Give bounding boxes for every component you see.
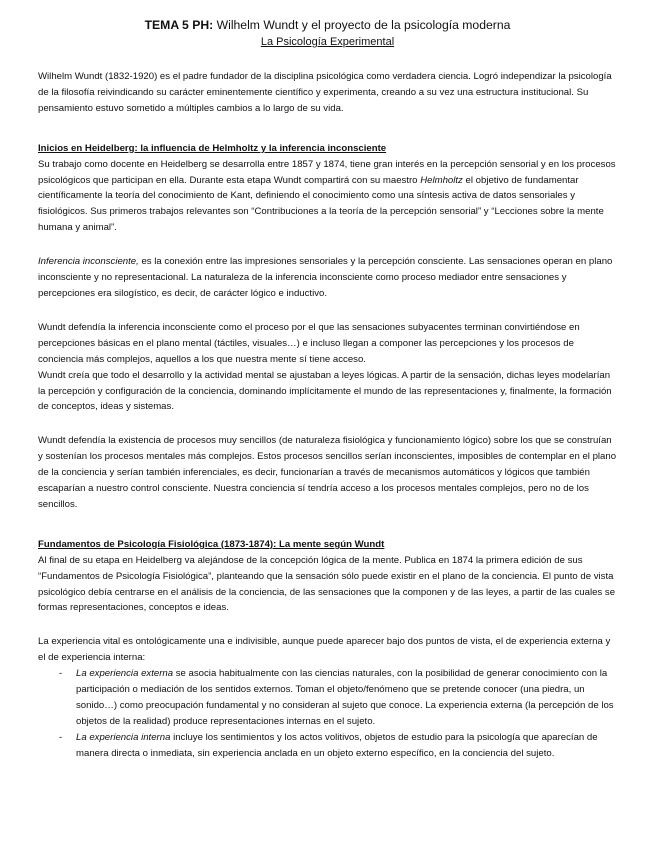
emphasis-helmholtz: Helmholtz (420, 174, 463, 186)
paragraph-experiencia-vital: La experiencia vital es ontológicamente una e indivisible, aunque puede aparecer bajo dos puntos de vista, el de experiencia externa y el de experiencia interna: (38, 636, 611, 664)
section-heading-heidelberg: Inicios en Heidelberg: la influencia de Helmholtz y la inferencia inconsciente (38, 142, 387, 154)
title-bold: TEMA 5 PH: (144, 18, 214, 32)
paragraph-procesos-sencillos: Wundt defendía la existencia de procesos muy sencillos (de naturaleza fisiológica y funcionamiento lógico) sobre los que se construían y sostenían los procesos mentales más complejos. Estos procesos sencillos serían inconscientes, imposibles de contemplar en el plano de la conciencia y serían también inferenciales, es decir, funcionarían a través de mecanismos automáticos y lógicos que también escaparían a nuestro control consciente. Nuestra conciencia sí tendría acceso a los procesos mentales complejos, pero no de los sencillos. (38, 435, 617, 510)
paragraph-inferencia (38, 254, 617, 302)
paragraph-inferencia-proceso: Wundt defendía la inferencia inconsciente como el proceso por el que las sensaciones subyacentes terminan convirtiéndose en percepciones básicas en el plano mental (táctiles, visuales…) e incluso llegan a componer las percepciones y los procesos de conciencia más complejos, aquellos a los que nuestra mente sí tiene acceso. (38, 321, 580, 365)
page-title (38, 16, 617, 34)
title-rest: Wilhelm Wundt y el proyecto de la psicología moderna (213, 18, 511, 32)
experience-list (38, 666, 617, 761)
list-item (76, 666, 617, 730)
page-subtitle: La Psicología Experimental (260, 36, 395, 48)
intro-paragraph: Wilhelm Wundt (1832-1920) es el padre fundador de la disciplina psicológica como verdadera ciencia. Logró independizar la psicología de la filosofía reivindicando su carácter eminentemente científico y experimenta, creando a su vez una estructura institucional. Su pensamiento estuvo sometido a múltiples cambios a lo largo de su vida. (38, 71, 612, 114)
term-inferencia-inconsciente: Inferencia inconsciente, (38, 256, 139, 268)
paragraph-text: el objetivo de fundamentar científicamente la teoría del conocimiento de Kant, definiendo el conocimiento como una síntesis activa de datos sensoriales y fisiológicos. Sus primeros trabajos relevantes son “Contribuciones a la teoría de la percepción sensorial” y “Lecciones sobre la mente humana y animal”. (38, 174, 604, 234)
paragraph-heidelberg-1 (38, 157, 617, 237)
paragraph-text: Su trabajo como docente en Heidelberg se desarrolla entre 1857 y 1874, tiene gran interés en la percepción sensorial y en los procesos psicológicos que participan en ella. Durante esta etapa Wundt compartirá con su maestro (38, 158, 616, 186)
paragraph-fundamentos: Al final de su etapa en Heidelberg va alejándose de la concepción lógica de la mente. Publica en 1874 la primera edición de sus “Fundamentos de Psicología Fisiológica”, planteando que la sensación sólo puede existir en el plano de la conciencia. El punto de vista psicológico debía centrarse en el análisis de la conciencia, de las sensaciones que la componen y de las leyes, a partir de las cuales se formas representaciones, conceptos e ideas. (38, 554, 616, 614)
list-item (76, 730, 617, 762)
paragraph-text: es la conexión entre las impresiones sensoriales y la percepción consciente. Las sensaciones operan en plano inconsciente y no representacional. La naturaleza de la inferencia inconsciente como proceso mediador entre sensaciones y percepciones era silogístico, es decir, de carácter lógico e inductivo. (38, 256, 613, 299)
list-item-text: se asocia habitualmente con las ciencias naturales, con la posibilidad de generar conocimiento con la participación o mediación de los sentidos externos. Toman el objeto/fenómeno que se pretende conocer (una piedra, un sonido…) como preocupación fundamental y no consideran al sujeto que conoce. La experiencia externa (la percepción de los objetos de la realidad) produce representaciones internas en el sujeto. (76, 668, 614, 727)
list-item-text: incluye los sentimientos y los actos volitivos, objetos de estudio para la psicología que aparecían de manera directa o inmediata, sin experiencia anclada en un objeto externo específico, en la conciencia del sujeto. (76, 731, 598, 759)
term-experiencia-externa: La experiencia externa (76, 668, 174, 680)
section-heading-fundamentos: Fundamentos de Psicología Fisiológica (1873-1874): La mente según Wundt (38, 538, 385, 550)
term-experiencia-interna: La experiencia interna (76, 731, 171, 743)
paragraph-leyes-logicas: Wundt creía que todo el desarrollo y la actividad mental se ajustaban a leyes lógicas. A partir de la sensación, dichas leyes modelarían la percepción y configuración de la conciencia, dominando implícitamente el mundo de las representaciones y, finalmente, la formación de conceptos, ideas y sistemas. (38, 369, 612, 413)
